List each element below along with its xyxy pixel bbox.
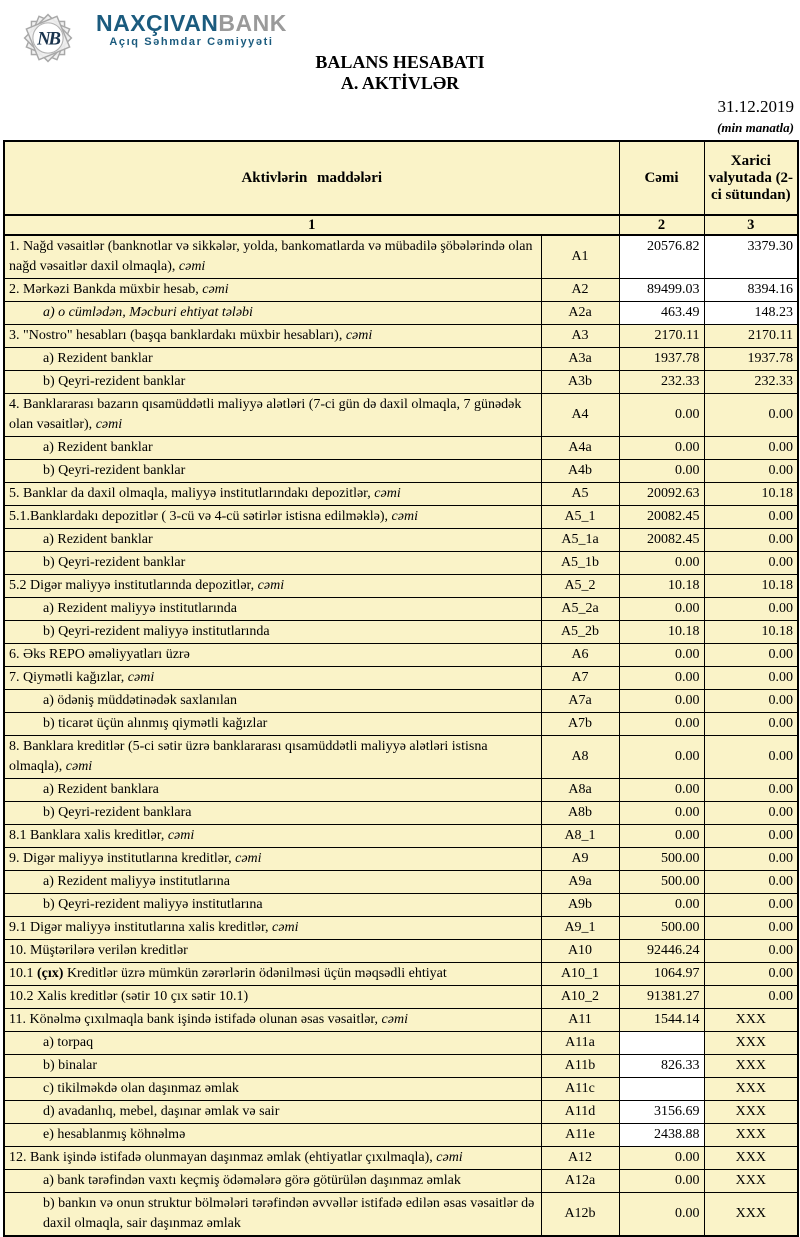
- row-code: A2a: [541, 302, 619, 325]
- table-body: [4, 235, 798, 1236]
- row-total-value: [619, 1032, 704, 1055]
- row-label-segment: 6. Əks REPO əməliyyatları üzrə: [9, 647, 190, 662]
- row-code: A5: [541, 483, 619, 506]
- row-foreign-value: 0.00: [704, 437, 798, 460]
- row-total-value: 0.00: [619, 1147, 704, 1170]
- row-code: A3b: [541, 371, 619, 394]
- row-label: [4, 1193, 541, 1237]
- table-row: [4, 575, 798, 598]
- row-label-segment: a) o cümlədən, Məcburi ehtiyat tələbi: [43, 305, 253, 320]
- row-label-segment: cəmi: [127, 670, 155, 685]
- row-code: A9b: [541, 894, 619, 917]
- row-label: [4, 302, 541, 325]
- row-label-segment: a) Rezident maliyyə institutlarına: [43, 874, 230, 889]
- row-label: [4, 690, 541, 713]
- table-row: [4, 302, 798, 325]
- row-total-value: 232.33: [619, 371, 704, 394]
- row-label: [4, 1124, 541, 1147]
- row-total-value: 91381.27: [619, 986, 704, 1009]
- row-foreign-value: 3379.30: [704, 235, 798, 279]
- row-total-value: 0.00: [619, 644, 704, 667]
- row-label-segment: b) Qeyri-rezident maliyyə institutlarına: [43, 897, 263, 912]
- row-code: A7: [541, 667, 619, 690]
- row-code: A9a: [541, 871, 619, 894]
- row-total-value: 0.00: [619, 825, 704, 848]
- row-foreign-value: 0.00: [704, 506, 798, 529]
- row-code: A5_1a: [541, 529, 619, 552]
- row-total-value: 0.00: [619, 779, 704, 802]
- row-foreign-value: XXX: [704, 1193, 798, 1237]
- row-label-segment: 5. Banklar da daxil olmaqla, maliyyə institutlarındakı depozitlər,: [9, 486, 375, 501]
- row-label: [4, 621, 541, 644]
- row-label-segment: 4. Banklararası bazarın qısamüddətli maliyyə alətləri (7-ci gün də daxil olmaqla, 7 günədək olan vəsaitlər),: [9, 397, 522, 432]
- table-row: [4, 235, 798, 279]
- row-foreign-value: XXX: [704, 1009, 798, 1032]
- row-label-segment: 8.1 Banklara xalis kreditlər,: [9, 828, 168, 843]
- row-total-value: 10.18: [619, 621, 704, 644]
- row-code: A5_1: [541, 506, 619, 529]
- row-label-segment: 12. Bank işində istifadə olunmayan daşınmaz əmlak (ehtiyatlar çıxılmaqla),: [9, 1150, 437, 1165]
- row-label-segment: cəmi: [381, 1012, 408, 1027]
- row-foreign-value: 10.18: [704, 621, 798, 644]
- col-index-total: 2: [619, 215, 704, 235]
- table-row: [4, 279, 798, 302]
- row-label-segment: 2. Mərkəzi Bankda müxbir hesab,: [9, 282, 203, 297]
- row-code: A10_1: [541, 963, 619, 986]
- row-label-segment: a) Rezident banklar: [43, 351, 153, 366]
- table-row: [4, 1170, 798, 1193]
- row-foreign-value: XXX: [704, 1055, 798, 1078]
- row-label: [4, 917, 541, 940]
- row-foreign-value: 10.18: [704, 483, 798, 506]
- table-row: [4, 348, 798, 371]
- table-row: [4, 437, 798, 460]
- table-row: [4, 598, 798, 621]
- row-code: A9_1: [541, 917, 619, 940]
- table-row: [4, 394, 798, 437]
- row-label: [4, 871, 541, 894]
- table-row: [4, 644, 798, 667]
- row-label-segment: 9.1 Digər maliyyə institutlarına xalis kreditlər,: [9, 920, 273, 935]
- row-total-value: 0.00: [619, 598, 704, 621]
- row-total-value: 3156.69: [619, 1101, 704, 1124]
- row-foreign-value: 0.00: [704, 394, 798, 437]
- row-label-segment: cəmi: [167, 828, 195, 843]
- row-label: [4, 1032, 541, 1055]
- row-label-segment: cəmi: [345, 328, 373, 343]
- row-foreign-value: 0.00: [704, 963, 798, 986]
- row-foreign-value: XXX: [704, 1147, 798, 1170]
- row-code: A2: [541, 279, 619, 302]
- table-row: [4, 460, 798, 483]
- row-foreign-value: XXX: [704, 1170, 798, 1193]
- report-meta: [717, 97, 794, 136]
- row-label-segment: b) ticarət üçün alınmış qiymətli kağızlar: [43, 716, 268, 731]
- row-foreign-value: 0.00: [704, 779, 798, 802]
- col-index-items: 1: [4, 215, 619, 235]
- row-foreign-value: XXX: [704, 1032, 798, 1055]
- row-code: A4: [541, 394, 619, 437]
- row-label-segment: e) hesablanmış köhnəlmə: [43, 1127, 186, 1142]
- row-foreign-value: 0.00: [704, 894, 798, 917]
- row-total-value: 89499.03: [619, 279, 704, 302]
- row-label-segment: (çıx): [37, 966, 64, 981]
- row-total-value: 1544.14: [619, 1009, 704, 1032]
- table-row: [4, 1009, 798, 1032]
- row-foreign-value: 0.00: [704, 917, 798, 940]
- row-label: [4, 325, 541, 348]
- row-code: A5_2b: [541, 621, 619, 644]
- row-label: [4, 940, 541, 963]
- row-label: [4, 371, 541, 394]
- row-foreign-value: 10.18: [704, 575, 798, 598]
- report-section-title: A. AKTİVLƏR: [340, 73, 460, 93]
- table-row: [4, 1193, 798, 1237]
- row-total-value: 463.49: [619, 302, 704, 325]
- row-code: A11d: [541, 1101, 619, 1124]
- row-foreign-value: 0.00: [704, 598, 798, 621]
- table-row: [4, 1101, 798, 1124]
- row-label-segment: a) bank tərəfindən vaxtı keçmiş ödəmələrə görə götürülən daşınmaz əmlak: [43, 1173, 461, 1188]
- row-label: [4, 779, 541, 802]
- row-label: [4, 894, 541, 917]
- row-total-value: 0.00: [619, 460, 704, 483]
- row-code: A6: [541, 644, 619, 667]
- row-foreign-value: 0.00: [704, 460, 798, 483]
- row-label: [4, 506, 541, 529]
- row-label-segment: 3. "Nostro" hesabları (başqa banklardakı müxbir hesabları),: [9, 328, 346, 343]
- row-label: [4, 848, 541, 871]
- row-label-segment: cəmi: [257, 578, 285, 593]
- table-row: [4, 552, 798, 575]
- row-label: [4, 963, 541, 986]
- row-label-segment: 10.1: [9, 966, 37, 981]
- row-total-value: [619, 1078, 704, 1101]
- row-foreign-value: 0.00: [704, 529, 798, 552]
- row-code: A5_1b: [541, 552, 619, 575]
- table-row: [4, 371, 798, 394]
- row-foreign-value: 1937.78: [704, 348, 798, 371]
- row-total-value: 0.00: [619, 713, 704, 736]
- row-foreign-value: 0.00: [704, 713, 798, 736]
- row-label-segment: 9. Digər maliyyə institutlarına kreditlər,: [9, 851, 236, 866]
- col-header-items: Aktivlərin maddələri: [4, 141, 619, 215]
- row-total-value: 826.33: [619, 1055, 704, 1078]
- column-index-row: [4, 215, 798, 235]
- table-row: [4, 802, 798, 825]
- table-row: [4, 871, 798, 894]
- row-total-value: 0.00: [619, 690, 704, 713]
- row-total-value: 20576.82: [619, 235, 704, 279]
- row-code: A3: [541, 325, 619, 348]
- row-total-value: 0.00: [619, 552, 704, 575]
- row-label: [4, 348, 541, 371]
- row-foreign-value: 0.00: [704, 552, 798, 575]
- row-label: [4, 713, 541, 736]
- row-label-segment: cəmi: [374, 486, 401, 501]
- row-label: [4, 1147, 541, 1170]
- row-label: [4, 1078, 541, 1101]
- table-row: [4, 963, 798, 986]
- row-label: [4, 483, 541, 506]
- row-label-segment: b) binalar: [43, 1058, 98, 1073]
- row-label: [4, 575, 541, 598]
- row-code: A5_2a: [541, 598, 619, 621]
- row-code: A11c: [541, 1078, 619, 1101]
- row-foreign-value: 0.00: [704, 690, 798, 713]
- row-total-value: 20082.45: [619, 506, 704, 529]
- row-foreign-value: 2170.11: [704, 325, 798, 348]
- row-label-segment: a) Rezident banklar: [43, 532, 153, 547]
- balance-table: [3, 140, 799, 1237]
- row-label-segment: 1. Nağd vəsaitlər (banknotlar və sikkələr, yolda, bankomatlarda və mübadilə şöbələrində olan nağd vəsaitlər daxil olmaqla),: [9, 239, 533, 274]
- row-label-segment: cəmi: [272, 920, 299, 935]
- col-header-foreign: Xarici valyutada (2-ci sütundan): [704, 141, 798, 215]
- row-label: [4, 460, 541, 483]
- row-label: [4, 667, 541, 690]
- bank-name-secondary: BANK: [218, 10, 287, 36]
- row-label-segment: cəmi: [436, 1150, 463, 1165]
- row-label-segment: a) Rezident banklar: [43, 440, 153, 455]
- row-label-segment: d) avadanlıq, mebel, daşınar əmlak və sair: [43, 1104, 280, 1119]
- row-foreign-value: 232.33: [704, 371, 798, 394]
- table-row: [4, 529, 798, 552]
- row-code: A9: [541, 848, 619, 871]
- bank-name-block: [96, 2, 287, 48]
- row-total-value: 0.00: [619, 894, 704, 917]
- row-foreign-value: 8394.16: [704, 279, 798, 302]
- row-foreign-value: 148.23: [704, 302, 798, 325]
- row-label: [4, 644, 541, 667]
- row-label-segment: cəmi: [235, 851, 262, 866]
- row-code: A8: [541, 736, 619, 779]
- row-total-value: 92446.24: [619, 940, 704, 963]
- row-label-segment: cəmi: [65, 759, 93, 774]
- bank-subtitle: Açıq Səhmdar Cəmiyyəti: [109, 36, 274, 48]
- row-foreign-value: XXX: [704, 1101, 798, 1124]
- seal-initials: NB: [37, 28, 59, 50]
- row-total-value: 1064.97: [619, 963, 704, 986]
- row-label-segment: Kreditlər üzrə mümkün zərərlərin ödənilməsi üçün məqsədli ehtiyat: [63, 966, 447, 981]
- row-label: [4, 394, 541, 437]
- unit-note: (min manatla): [717, 120, 794, 135]
- table-row: [4, 825, 798, 848]
- table-row: [4, 917, 798, 940]
- row-label-segment: b) Qeyri-rezident maliyyə institutlarında: [43, 624, 270, 639]
- row-foreign-value: 0.00: [704, 644, 798, 667]
- row-label: [4, 529, 541, 552]
- row-total-value: 0.00: [619, 1170, 704, 1193]
- row-code: A4a: [541, 437, 619, 460]
- row-total-value: 20092.63: [619, 483, 704, 506]
- col-header-total: Cəmi: [619, 141, 704, 215]
- table-row: [4, 1078, 798, 1101]
- row-code: A11e: [541, 1124, 619, 1147]
- table-row: [4, 986, 798, 1009]
- row-code: A11b: [541, 1055, 619, 1078]
- row-label-segment: cəmi: [202, 282, 229, 297]
- row-label-segment: a) Rezident banklara: [43, 782, 159, 797]
- row-total-value: 2438.88: [619, 1124, 704, 1147]
- row-label-segment: 10. Müştərilərə verilən kreditlər: [9, 943, 188, 958]
- row-label: [4, 986, 541, 1009]
- row-code: A11: [541, 1009, 619, 1032]
- row-total-value: 500.00: [619, 871, 704, 894]
- row-total-value: 500.00: [619, 917, 704, 940]
- row-label: [4, 1170, 541, 1193]
- report-title-block: [0, 52, 800, 94]
- table-row: [4, 483, 798, 506]
- row-label: [4, 825, 541, 848]
- row-label-segment: 5.2 Digər maliyyə institutlarında depozitlər,: [9, 578, 258, 593]
- table-row: [4, 1124, 798, 1147]
- row-label-segment: b) Qeyri-rezident banklar: [43, 555, 186, 570]
- row-label: [4, 1009, 541, 1032]
- row-total-value: 1937.78: [619, 348, 704, 371]
- row-label: [4, 1101, 541, 1124]
- row-code: A12b: [541, 1193, 619, 1237]
- row-label-segment: b) Qeyri-rezident banklar: [43, 463, 186, 478]
- table-row: [4, 894, 798, 917]
- bank-name-primary: NAXÇIVAN: [96, 10, 219, 36]
- table-row: [4, 779, 798, 802]
- row-code: A8a: [541, 779, 619, 802]
- row-label-segment: b) bankın və onun struktur bölmələri tərəfindən əvvəllər istifadə edilən əsas vəsaitlər də daxil olmaqla, sair daşınmaz əmlak: [43, 1196, 535, 1231]
- table-row: [4, 506, 798, 529]
- row-label-segment: a) torpaq: [43, 1035, 94, 1050]
- row-code: A4b: [541, 460, 619, 483]
- table-row: [4, 1147, 798, 1170]
- row-label-segment: a) ödəniş müddətinədək saxlanılan: [43, 693, 237, 708]
- row-code: A1: [541, 235, 619, 279]
- row-foreign-value: 0.00: [704, 940, 798, 963]
- row-label: [4, 802, 541, 825]
- row-label-segment: c) tikilməkdə olan daşınmaz əmlak: [43, 1081, 239, 1096]
- row-code: A3a: [541, 348, 619, 371]
- row-total-value: 0.00: [619, 802, 704, 825]
- row-foreign-value: XXX: [704, 1124, 798, 1147]
- row-code: A7b: [541, 713, 619, 736]
- row-label-segment: cəmi: [178, 259, 206, 274]
- row-label-segment: 11. Könəlmə çıxılmaqla bank işində istifadə olunan əsas vəsaitlər,: [9, 1012, 382, 1027]
- row-foreign-value: 0.00: [704, 871, 798, 894]
- report-date: 31.12.2019: [717, 97, 794, 116]
- row-code: A12: [541, 1147, 619, 1170]
- row-code: A10: [541, 940, 619, 963]
- table-row: [4, 325, 798, 348]
- row-code: A5_2: [541, 575, 619, 598]
- row-total-value: 20082.45: [619, 529, 704, 552]
- row-label: [4, 437, 541, 460]
- table-header: [4, 141, 798, 235]
- row-label-segment: 8. Banklara kreditlər (5-ci sətir üzrə banklararası qısamüddətli maliyyə alətləri istisna olmaqla),: [9, 739, 488, 774]
- row-total-value: 0.00: [619, 667, 704, 690]
- table-row: [4, 690, 798, 713]
- row-label: [4, 598, 541, 621]
- row-total-value: 10.18: [619, 575, 704, 598]
- row-total-value: 2170.11: [619, 325, 704, 348]
- row-label: [4, 736, 541, 779]
- row-label: [4, 1055, 541, 1078]
- header-row: [4, 141, 798, 215]
- row-label-segment: a) Rezident maliyyə institutlarında: [43, 601, 237, 616]
- row-total-value: 0.00: [619, 437, 704, 460]
- table-row: [4, 848, 798, 871]
- row-foreign-value: 0.00: [704, 986, 798, 1009]
- row-foreign-value: 0.00: [704, 848, 798, 871]
- table-row: [4, 736, 798, 779]
- table-row: [4, 1032, 798, 1055]
- row-total-value: 0.00: [619, 1193, 704, 1237]
- row-code: A8_1: [541, 825, 619, 848]
- row-label-segment: cəmi: [95, 417, 123, 432]
- row-label-segment: b) Qeyri-rezident banklara: [43, 805, 192, 820]
- row-total-value: 0.00: [619, 394, 704, 437]
- bank-name: [96, 11, 287, 35]
- row-total-value: 0.00: [619, 736, 704, 779]
- table-row: [4, 1055, 798, 1078]
- table-row: [4, 713, 798, 736]
- row-code: A11a: [541, 1032, 619, 1055]
- row-foreign-value: XXX: [704, 1078, 798, 1101]
- row-label: [4, 235, 541, 279]
- row-label-segment: 7. Qiymətli kağızlar,: [9, 670, 128, 685]
- table-row: [4, 667, 798, 690]
- row-code: A12a: [541, 1170, 619, 1193]
- row-code: A8b: [541, 802, 619, 825]
- row-label-segment: cəmi: [391, 509, 418, 524]
- row-foreign-value: 0.00: [704, 825, 798, 848]
- row-label: [4, 552, 541, 575]
- row-label-segment: 5.1.Banklardakı depozitlər ( 3-cü və 4-cü sətirlər istisna edilməklə),: [9, 509, 392, 524]
- row-code: A10_2: [541, 986, 619, 1009]
- row-label: [4, 279, 541, 302]
- row-foreign-value: 0.00: [704, 667, 798, 690]
- row-total-value: 500.00: [619, 848, 704, 871]
- table-row: [4, 940, 798, 963]
- row-label-segment: b) Qeyri-rezident banklar: [43, 374, 186, 389]
- col-index-foreign: 3: [704, 215, 798, 235]
- row-label-segment: 10.2 Xalis kreditlər (sətir 10 çıx sətir 10.1): [9, 989, 249, 1004]
- row-foreign-value: 0.00: [704, 736, 798, 779]
- row-foreign-value: 0.00: [704, 802, 798, 825]
- table-row: [4, 621, 798, 644]
- report-title: BALANS HESABATI: [315, 52, 485, 72]
- row-code: A7a: [541, 690, 619, 713]
